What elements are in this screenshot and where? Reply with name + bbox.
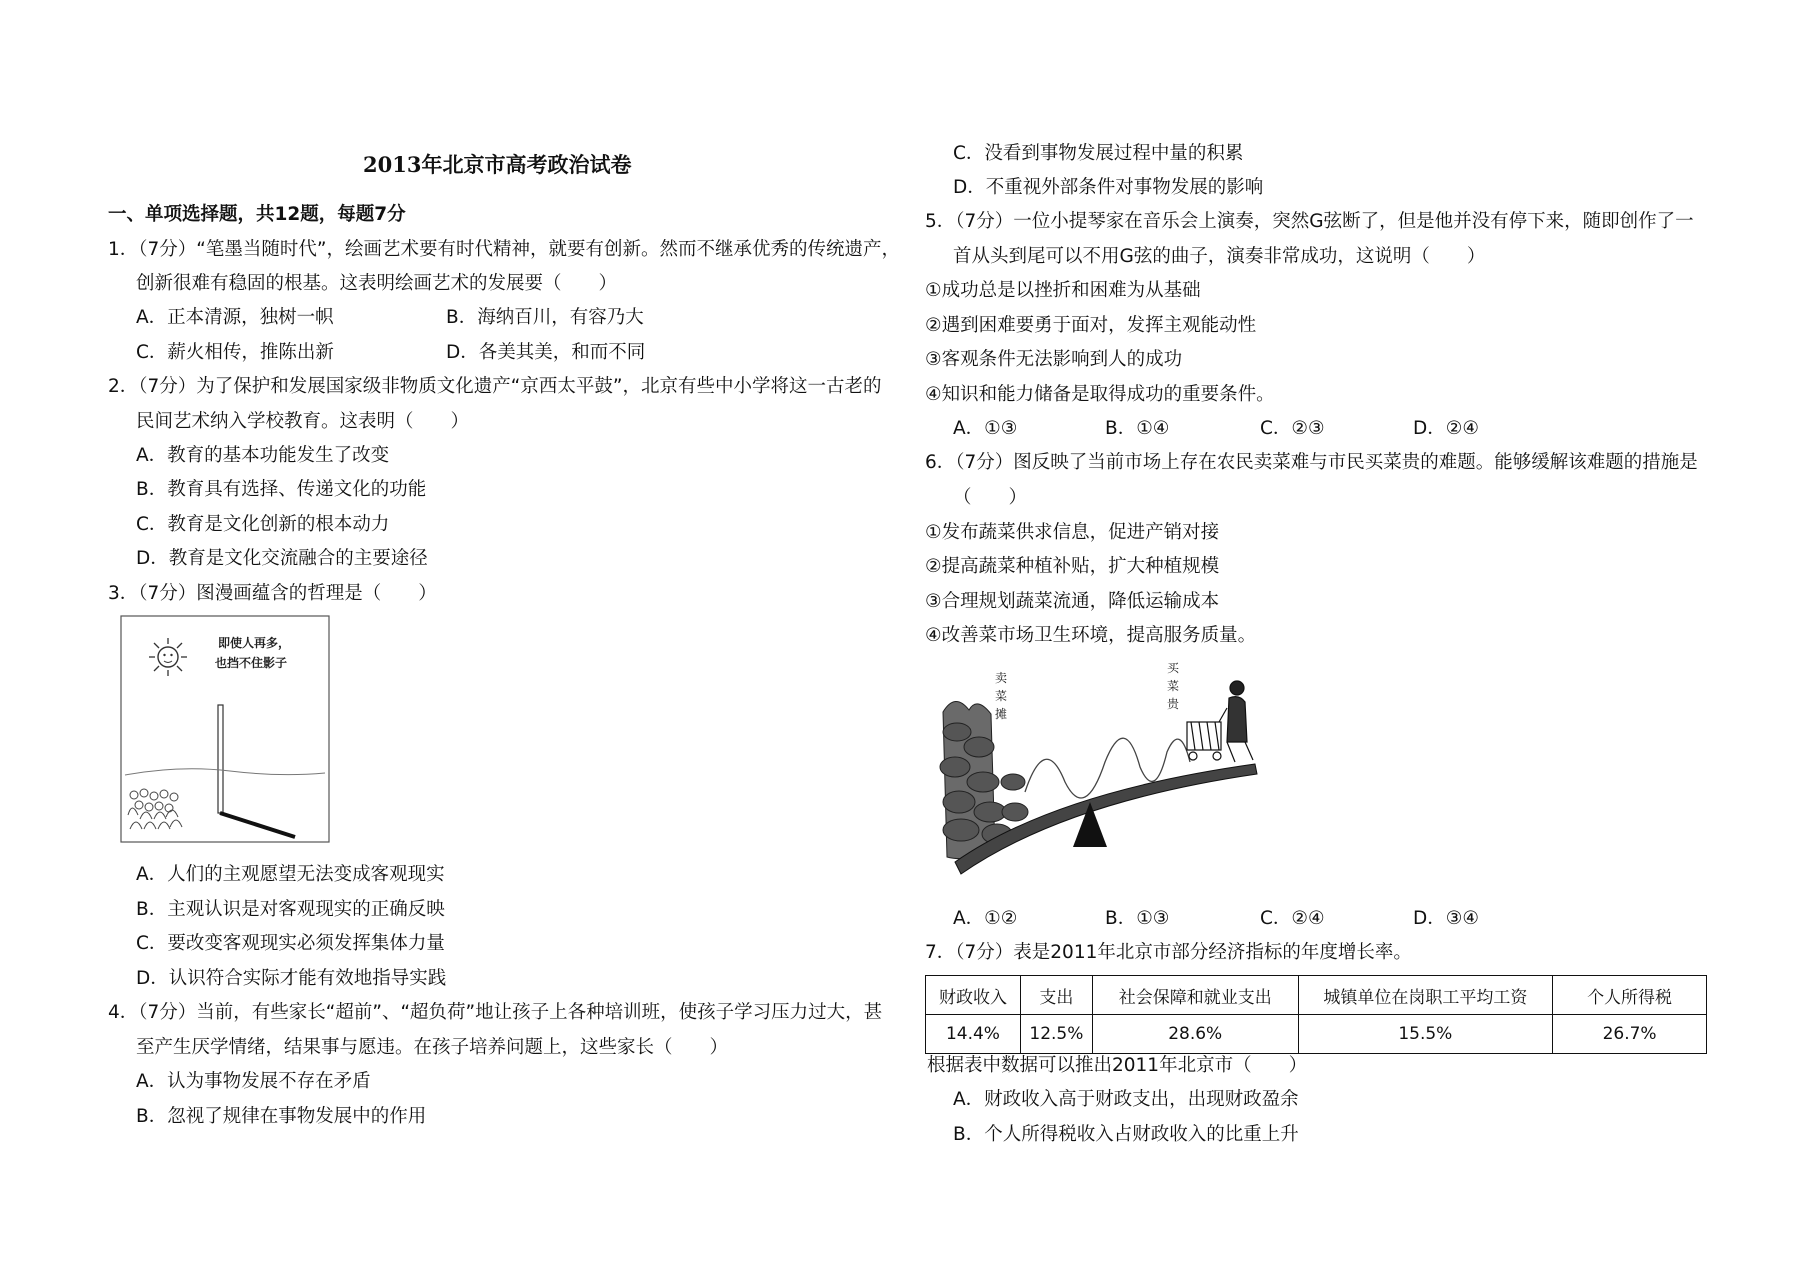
q5-option-a[interactable]: A．①③ xyxy=(953,418,1018,439)
q5-statement-1: ①成功总是以挫折和困难为从基础 xyxy=(925,280,1201,301)
fig-left-char-2: 菜 xyxy=(995,689,1008,703)
q3-option-a[interactable]: A．人们的主观愿望无法变成客观现实 xyxy=(136,864,445,885)
q6-option-b[interactable]: B．①③ xyxy=(1105,908,1170,929)
q7-followup: 根据表中数据可以推出2011年北京市（ ） xyxy=(927,1055,1308,1076)
q1-option-b[interactable]: B．海纳百川，有容乃大 xyxy=(446,307,644,328)
q6-stem-line1: 6．（7分）图反映了当前市场上存在农民卖菜难与市民买菜贵的难题。能够缓解该难题的措施是 xyxy=(925,452,1698,473)
q4-option-b[interactable]: B．忽视了规律在事物发展中的作用 xyxy=(136,1106,427,1127)
q1-stem-line1: 1．（7分）“笔墨当随时代”，绘画艺术要有时代精神，就要有创新。然而不继承优秀的传统遗产， xyxy=(108,239,900,260)
q4-option-d[interactable]: D．不重视外部条件对事物发展的影响 xyxy=(953,177,1264,198)
cartoon-caption-line2: 也挡不住影子 xyxy=(215,656,288,670)
q5-stem-line2: 首从头到尾可以不用G弦的曲子，演奏非常成功，这说明（ ） xyxy=(953,246,1486,267)
pole xyxy=(218,705,223,813)
q4-option-c[interactable]: C．没看到事物发展过程中量的积累 xyxy=(953,143,1244,164)
q3-stem: 3．（7分）图漫画蕴含的哲理是（ ） xyxy=(108,583,437,604)
q6-stem-line2: （ ） xyxy=(953,487,1028,508)
table-cell: 26.7% xyxy=(1553,1015,1707,1054)
section-heading: 一、单项选择题，共12题，每题7分 xyxy=(108,204,406,225)
table-cell: 12.5% xyxy=(1020,1015,1092,1054)
q6-statement-1: ①发布蔬菜供求信息，促进产销对接 xyxy=(925,522,1220,543)
q5-statement-2: ②遇到困难要勇于面对，发挥主观能动性 xyxy=(925,315,1257,336)
table-cell: 14.4% xyxy=(926,1015,1021,1054)
q5-statement-4: ④知识和能力储备是取得成功的重要条件。 xyxy=(925,384,1275,405)
table-cell: 28.6% xyxy=(1092,1015,1298,1054)
table-header-cell: 个人所得税 xyxy=(1553,976,1707,1015)
q6-option-c[interactable]: C．②④ xyxy=(1260,908,1325,929)
q3-option-b[interactable]: B．主观认识是对客观现实的正确反映 xyxy=(136,899,445,920)
q2-option-d[interactable]: D．教育是文化交流融合的主要途径 xyxy=(136,548,428,569)
q5-option-d[interactable]: D．②④ xyxy=(1413,418,1479,439)
q3-cartoon xyxy=(120,615,340,845)
q7-option-b[interactable]: B．个人所得税收入占财政收入的比重上升 xyxy=(953,1124,1299,1145)
q4-stem-line1: 4．（7分）当前，有些家长“超前”、“超负荷”地让孩子上各种培训班，使孩子学习压力过大，甚 xyxy=(108,1002,883,1023)
q6-statement-2: ②提高蔬菜种植补贴，扩大种植规模 xyxy=(925,556,1220,577)
q6-option-d[interactable]: D．③④ xyxy=(1413,908,1479,929)
q2-stem-line2: 民间艺术纳入学校教育。这表明（ ） xyxy=(136,411,470,432)
q4-stem-line2: 至产生厌学情绪，结果事与愿违。在孩子培养问题上，这些家长（ ） xyxy=(136,1037,729,1058)
q3-option-d[interactable]: D．认识符合实际才能有效地指导实践 xyxy=(136,968,447,989)
q6-statement-4: ④改善菜市场卫生环境，提高服务质量。 xyxy=(925,625,1257,646)
table-header-cell: 社会保障和就业支出 xyxy=(1092,976,1298,1015)
q2-option-a[interactable]: A．教育的基本功能发生了改变 xyxy=(136,445,390,466)
fig-left-char-3: 摊 xyxy=(995,707,1008,721)
q3-option-c[interactable]: C．要改变客观现实必须发挥集体力量 xyxy=(136,933,445,954)
q1-option-d[interactable]: D．各美其美，和而不同 xyxy=(446,342,646,363)
fig-right-char-2: 菜 xyxy=(1167,679,1180,693)
table-header-cell: 支出 xyxy=(1020,976,1092,1015)
table-row xyxy=(926,1015,1707,1054)
page-title: 2013年北京市高考政治试卷 xyxy=(363,152,632,177)
table-header-cell: 财政收入 xyxy=(926,976,1021,1015)
fig-right-char-3: 贵 xyxy=(1167,697,1180,711)
q6-seesaw-figure xyxy=(935,652,1295,882)
q2-stem-line1: 2．（7分）为了保护和发展国家级非物质文化遗产“京西太平鼓”，北京有些中小学将这一古老的 xyxy=(108,376,882,397)
q1-option-a[interactable]: A．正本清源，独树一帜 xyxy=(136,307,334,328)
q2-option-c[interactable]: C．教育是文化创新的根本动力 xyxy=(136,514,390,535)
q7-stem: 7．（7分）表是2011年北京市部分经济指标的年度增长率。 xyxy=(925,942,1412,963)
table-cell: 15.5% xyxy=(1298,1015,1553,1054)
q5-statement-3: ③客观条件无法影响到人的成功 xyxy=(925,349,1183,370)
table-header-row xyxy=(926,976,1707,1015)
q5-option-b[interactable]: B．①④ xyxy=(1105,418,1170,439)
cartoon-caption-line1: 即使人再多， xyxy=(218,636,291,650)
q4-option-a[interactable]: A．认为事物发展不存在矛盾 xyxy=(136,1071,371,1092)
table-header-cell: 城镇单位在岗职工平均工资 xyxy=(1298,976,1553,1015)
shopper-with-cart xyxy=(1187,681,1253,762)
q5-option-c[interactable]: C．②③ xyxy=(1260,418,1325,439)
fig-left-char-1: 卖 xyxy=(995,671,1008,685)
q6-statement-3: ③合理规划蔬菜流通，降低运输成本 xyxy=(925,591,1220,612)
fig-right-char-1: 买 xyxy=(1167,661,1180,675)
q7-option-a[interactable]: A．财政收入高于财政支出，出现财政盈余 xyxy=(953,1089,1299,1110)
q1-stem-line2: 创新很难有稳固的根基。这表明绘画艺术的发展要（ ） xyxy=(136,273,618,294)
q5-stem-line1: 5．（7分）一位小提琴家在音乐会上演奏，突然G弦断了，但是他并没有停下来，随即创作了一 xyxy=(925,211,1694,232)
q1-option-c[interactable]: C．薪火相传，推陈出新 xyxy=(136,342,334,363)
q6-option-a[interactable]: A．①② xyxy=(953,908,1018,929)
q7-economic-table xyxy=(925,975,1707,1054)
q2-option-b[interactable]: B．教育具有选择、传递文化的功能 xyxy=(136,479,427,500)
